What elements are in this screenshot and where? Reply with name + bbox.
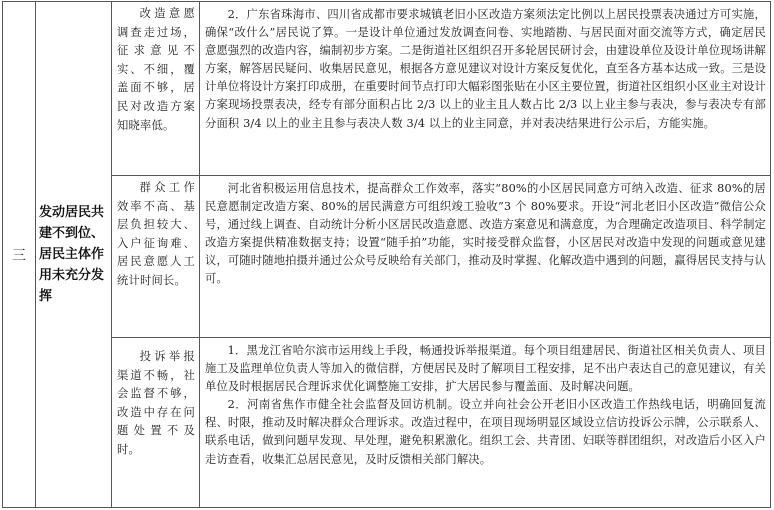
issue-text: 投诉举报渠道不畅，社会监督不够，改造中存在问题处置不及时。	[117, 350, 195, 456]
measure-paragraph: 2．广东省珠海市、四川省成都市要求城镇老旧小区改造方案须法定比例以上居民投票表决通过方可实施，确保“改什么”居民说了算。一是设计单位通过发放调查问卷、实地踏勘、与居民面对面交流等方式，确定居民意愿强烈的改造内容，编制初步方案。二是街道社区组织召开多轮居民研讨会，由建设单位及设计单位现场讲解方案，解答居民疑问、收集居民意见，根据各方意见建议对设计方案反复优化，直至各方基本达成一致。三是设计单位将设计方案打印成册，在重要时间节点打印大幅彩图张贴在小区主要位置，街道社区组织小区业主对设计方案现场投票表决，经专有部分面积占比 2/3 以上的业主且人数占比 2/3 以上业主参与表决，参与表决专有部分面积 3/4 以上的业主且参与表决人数 3/4 以上的业主同意，并对表决结果进行公示后，方能实施。	[205, 8, 766, 130]
issue-text: 群众工作效率不高、基层负担较大、入户征询难、居民意愿人工统计时间长。	[117, 181, 195, 287]
measure-cell	[200, 2, 771, 176]
measures-table	[2, 1, 771, 508]
row-theme: 发动居民共建不到位、居民主体作用未充分发挥	[39, 205, 105, 304]
table-row	[3, 338, 771, 508]
table-row	[3, 2, 771, 176]
measure-paragraph: 1．黑龙江省哈尔滨市运用线上手段，畅通投诉举报渠道。每个项目组建居民、街道社区相关负责人、项目施工及监理单位负责人等加入的微信群，方便居民及时了解项目工程安排，足不出户表达自己的意见建议，有关单位及时根据居民合理诉求优化调整施工安排，扩大居民参与覆盖面、及时解决问题。	[205, 344, 766, 394]
row-number-cell	[3, 2, 36, 508]
issue-text: 改造意愿调查走过场，征求意见不实、不细，覆盖面不够，居民对改造方案知晓率低。	[117, 7, 195, 132]
issue-cell	[112, 338, 200, 508]
row-number: 三	[12, 247, 26, 264]
measure-cell	[200, 338, 771, 508]
measure-paragraph: 河北省积极运用信息技术，提高群众工作效率，落实“80%的小区居民同意方可纳入改造、征求 80%的居民意愿制定改造方案、80%的居民满意方可组织竣工验收”3 个 80%要求。开设“河北老旧小区改造”微信公众号，通过线上调查、自动统计分析小区居民改造意愿、改造方案意见和满意度，为合理确定改造项目、科学制定改造方案提供精准数据支持；设置“随手拍”功能，实时接受群众监督，小区居民对改造中发现的问题或意见建议，可随时随地拍摄并通过公众号反映给有关部门，推动及时掌握、化解改造中遇到的问题，赢得居民支持与认可。	[205, 182, 766, 286]
measure-paragraph: 2．河南省焦作市健全社会监督及回访机制。设立并向社会公开老旧小区改造工作热线电话，明确回复流程、时限，推动及时解决群众合理诉求。改造过程中，在项目现场明显区域设立信访投诉公示牌，公示联系人、联系电话，做到问题早发现、早处理，避免积累激化。组织工会、共青团、妇联等群团组织，对改造后小区入户走访查看，收集汇总居民意见，及时反馈相关部门解决。	[205, 398, 766, 466]
issue-cell	[112, 176, 200, 338]
table-row	[3, 176, 771, 338]
measure-cell	[200, 176, 771, 338]
row-theme-cell	[36, 2, 112, 508]
issue-cell	[112, 2, 200, 176]
